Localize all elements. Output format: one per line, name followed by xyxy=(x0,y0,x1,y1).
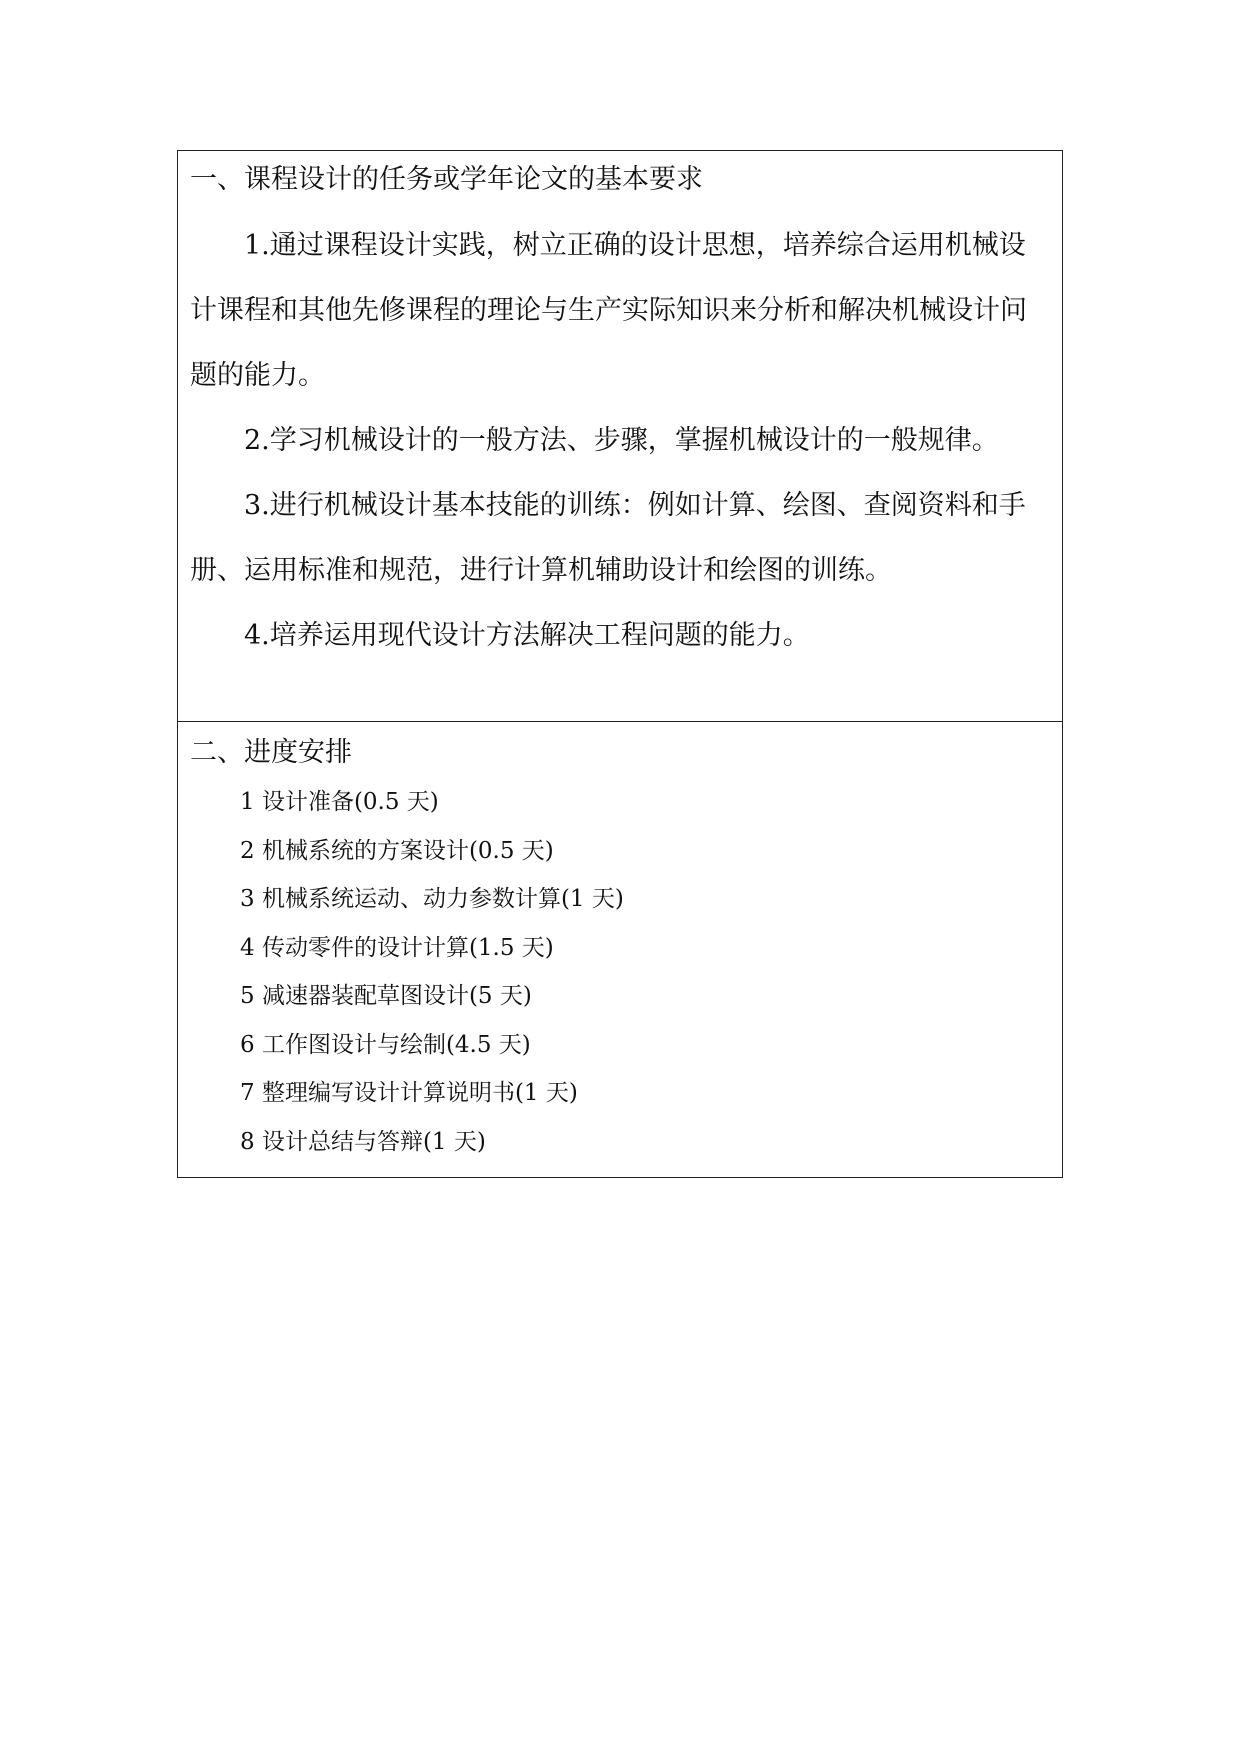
requirement-item-1: 1.通过课程设计实践，树立正确的设计思想，培养综合运用机械设计课程和其他先修课程的理论与生产实际知识来分析和解决机械设计问题的能力。 xyxy=(190,230,1027,391)
schedule-heading: 二、进度安排 xyxy=(190,737,352,768)
requirements-section xyxy=(178,151,1062,722)
requirements-heading: 一、课程设计的任务或学年论文的基本要求 xyxy=(190,164,703,195)
schedule-list xyxy=(190,778,1052,1166)
schedule-section xyxy=(178,722,1062,1177)
requirement-item-3: 3.进行机械设计基本技能的训练：例如计算、绘图、查阅资料和手册、运用标准和规范，进行计算机辅助设计和绘图的训练。 xyxy=(190,490,1026,586)
schedule-item: 6 工作图设计与绘制(4.5 天) xyxy=(240,1031,531,1058)
schedule-item: 3 机械系统运动、动力参数计算(1 天) xyxy=(240,886,624,912)
requirements-table xyxy=(177,150,1063,1178)
requirement-item-4: 4.培养运用现代设计方法解决工程问题的能力。 xyxy=(244,620,810,651)
schedule-item: 7 整理编写设计计算说明书(1 天) xyxy=(240,1080,578,1106)
schedule-item: 2 机械系统的方案设计(0.5 天) xyxy=(240,837,554,864)
schedule-item: 8 设计总结与答辩(1 天) xyxy=(240,1128,486,1155)
schedule-item: 1 设计准备(0.5 天) xyxy=(240,789,439,815)
schedule-item: 5 减速器装配草图设计(5 天) xyxy=(240,983,532,1009)
requirement-item-2: 2.学习机械设计的一般方法、步骤，掌握机械设计的一般规律。 xyxy=(244,425,999,456)
schedule-item: 4 传动零件的设计计算(1.5 天) xyxy=(240,934,554,961)
